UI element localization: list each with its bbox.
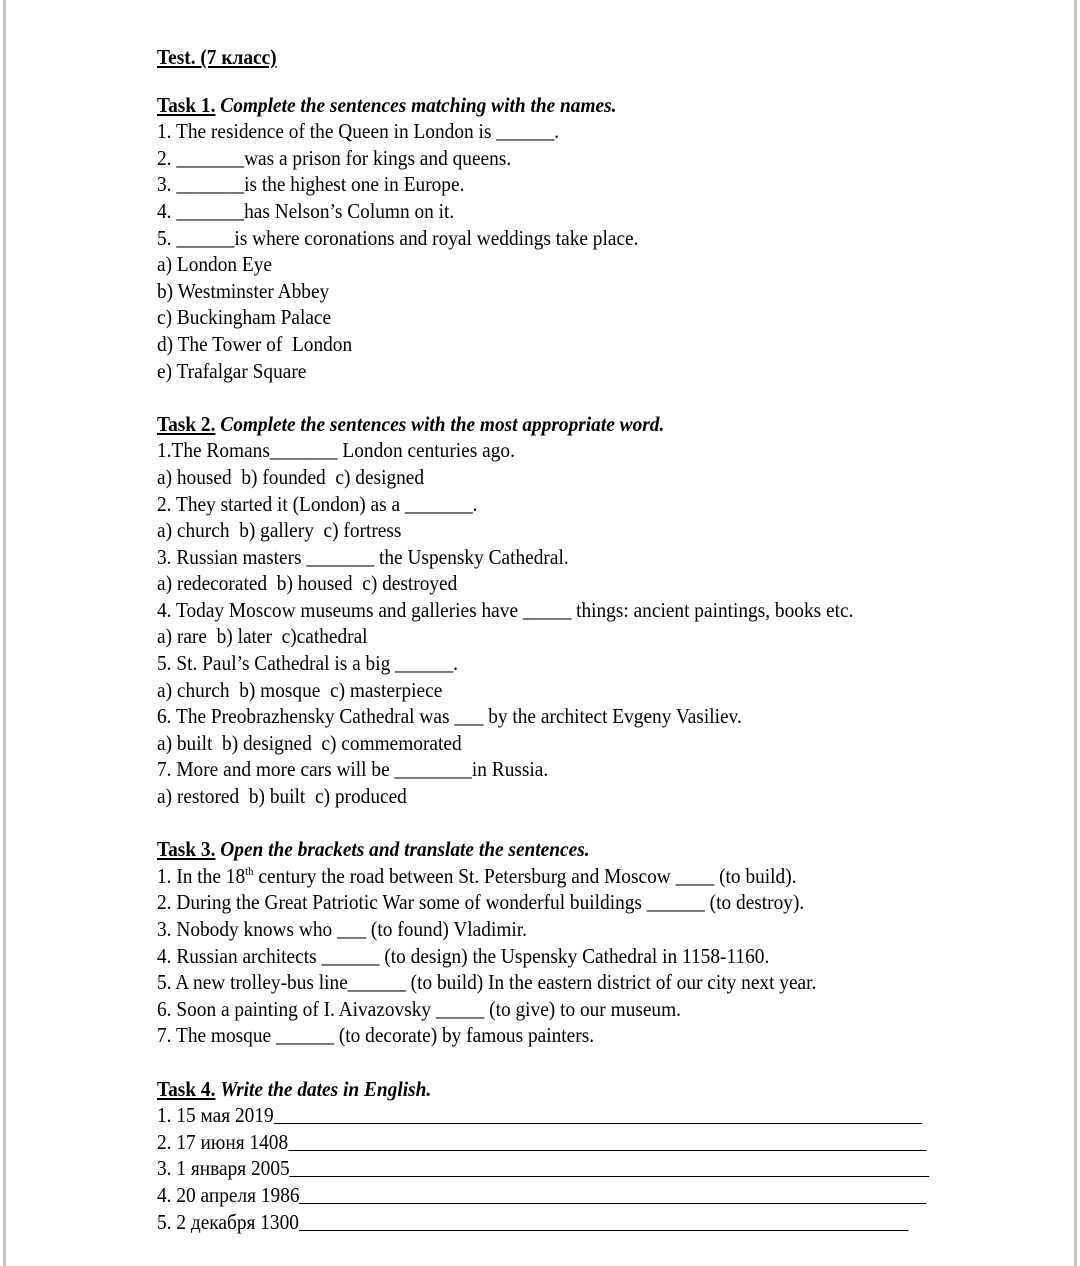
task-line: a) church b) mosque c) masterpiece	[157, 677, 443, 702]
task-line: c) Buckingham Palace	[157, 305, 332, 330]
task-heading	[157, 1076, 967, 1103]
task-label: Task 2.	[157, 411, 216, 436]
task-instruction: Open the brackets and translate the sentences.	[220, 837, 590, 862]
task-line	[157, 863, 967, 890]
date-line	[157, 1182, 967, 1209]
task-label: Task 1.	[157, 92, 216, 117]
task-line: 2. They started it (London) as a _______.	[157, 491, 478, 516]
answer-blank[interactable]	[288, 1129, 926, 1151]
task-instruction: Complete the sentences with the most appropriate word.	[220, 411, 665, 436]
task-line: 6. The Preobrazhensky Cathedral was ___ by the architect Evgeny Vasiliev.	[157, 704, 742, 729]
task-line: 2. During the Great Patriotic War some of wonderful buildings ______ (to destroy).	[157, 890, 805, 915]
task-line: 3. Russian masters _______ the Uspensky Cathedral.	[157, 544, 569, 569]
date-prompt: 2. 17 июня 1408	[157, 1129, 289, 1154]
task-line: 6. Soon a painting of I. Aivazovsky _____ (to give) to our museum.	[157, 996, 682, 1021]
task-line: 3. Nobody knows who ___ (to found) Vladimir.	[157, 917, 527, 941]
document-page	[157, 44, 967, 1262]
task-line: a) restored b) built c) produced	[157, 784, 407, 809]
date-prompt: 3. 1 января 2005	[157, 1156, 290, 1181]
task-instruction: Complete the sentences matching with the names.	[220, 92, 617, 117]
page-edge-left	[3, 0, 6, 1266]
task-heading	[157, 411, 967, 438]
task-line: a) housed b) founded c) designed	[157, 464, 425, 489]
task-line: 2. _______was a prison for kings and queens.	[157, 145, 512, 170]
answer-blank[interactable]	[299, 1209, 908, 1231]
task-line: 7. More and more cars will be ________in Russia.	[157, 757, 549, 782]
page-edge-right	[1074, 0, 1077, 1266]
date-prompt: 4. 20 апреля 1986	[157, 1182, 300, 1207]
answer-blank[interactable]	[290, 1155, 930, 1177]
task-line: a) redecorated b) housed c) destroyed	[157, 571, 458, 596]
task-line: 4. Russian architects ______ (to design) the Uspensky Cathedral in 1158-1160.	[157, 943, 770, 968]
date-line	[157, 1209, 967, 1236]
date-line	[157, 1102, 967, 1129]
task-label: Task 4.	[157, 1076, 216, 1101]
task-line: a) rare b) later c)cathedral	[157, 624, 368, 649]
answer-blank[interactable]	[300, 1182, 927, 1204]
task-line: b) Westminster Abbey	[157, 278, 330, 303]
task-line: 3. _______is the highest one in Europe.	[157, 172, 465, 197]
task-instruction: Write the dates in English.	[220, 1076, 432, 1101]
task-line: a) church b) gallery c) fortress	[157, 518, 402, 543]
task-1-section	[157, 92, 967, 385]
task-line: a) built b) designed c) commemorated	[157, 730, 462, 755]
task-line: 1.The Romans_______ London centuries ago.	[157, 438, 515, 463]
task-line: 4. _______has Nelson’s Column on it.	[157, 198, 455, 223]
date-prompt: 5. 2 декабря 1300	[157, 1209, 299, 1234]
task-line: a) London Eye	[157, 252, 272, 277]
ordinal-superscript: th	[245, 863, 254, 878]
task-line: d) The Tower of London	[157, 331, 353, 356]
task-heading	[157, 92, 967, 119]
task-line: 5. St. Paul’s Cathedral is a big ______.	[157, 651, 458, 676]
task-line: 4. Today Moscow museums and galleries have _____ things: ancient paintings, books etc.	[157, 597, 854, 622]
date-line	[157, 1129, 967, 1156]
task-heading	[157, 836, 967, 863]
task-line: 1. The residence of the Queen in London is ______.	[157, 119, 560, 144]
task-line: e) Trafalgar Square	[157, 358, 307, 383]
task-3-section	[157, 836, 967, 1049]
task-2-section	[157, 411, 967, 810]
task-line: 5. ______is where coronations and royal weddings take place.	[157, 225, 639, 250]
task-line: 5. A new trolley-bus line______ (to build) In the eastern district of our city next year.	[157, 970, 817, 995]
task-4-section	[157, 1076, 967, 1236]
line-text: century the road between St. Petersburg and Moscow ____ (to build).	[253, 863, 797, 888]
task-label: Task 3.	[157, 837, 216, 862]
date-prompt: 1. 15 мая 2019	[157, 1103, 274, 1128]
line-text: 1. In the 18	[157, 863, 246, 888]
answer-blank[interactable]	[274, 1102, 922, 1124]
date-line	[157, 1155, 967, 1182]
document-title: Test. (7 класс)	[157, 45, 277, 69]
task-line: 7. The mosque ______ (to decorate) by famous painters.	[157, 1023, 595, 1048]
